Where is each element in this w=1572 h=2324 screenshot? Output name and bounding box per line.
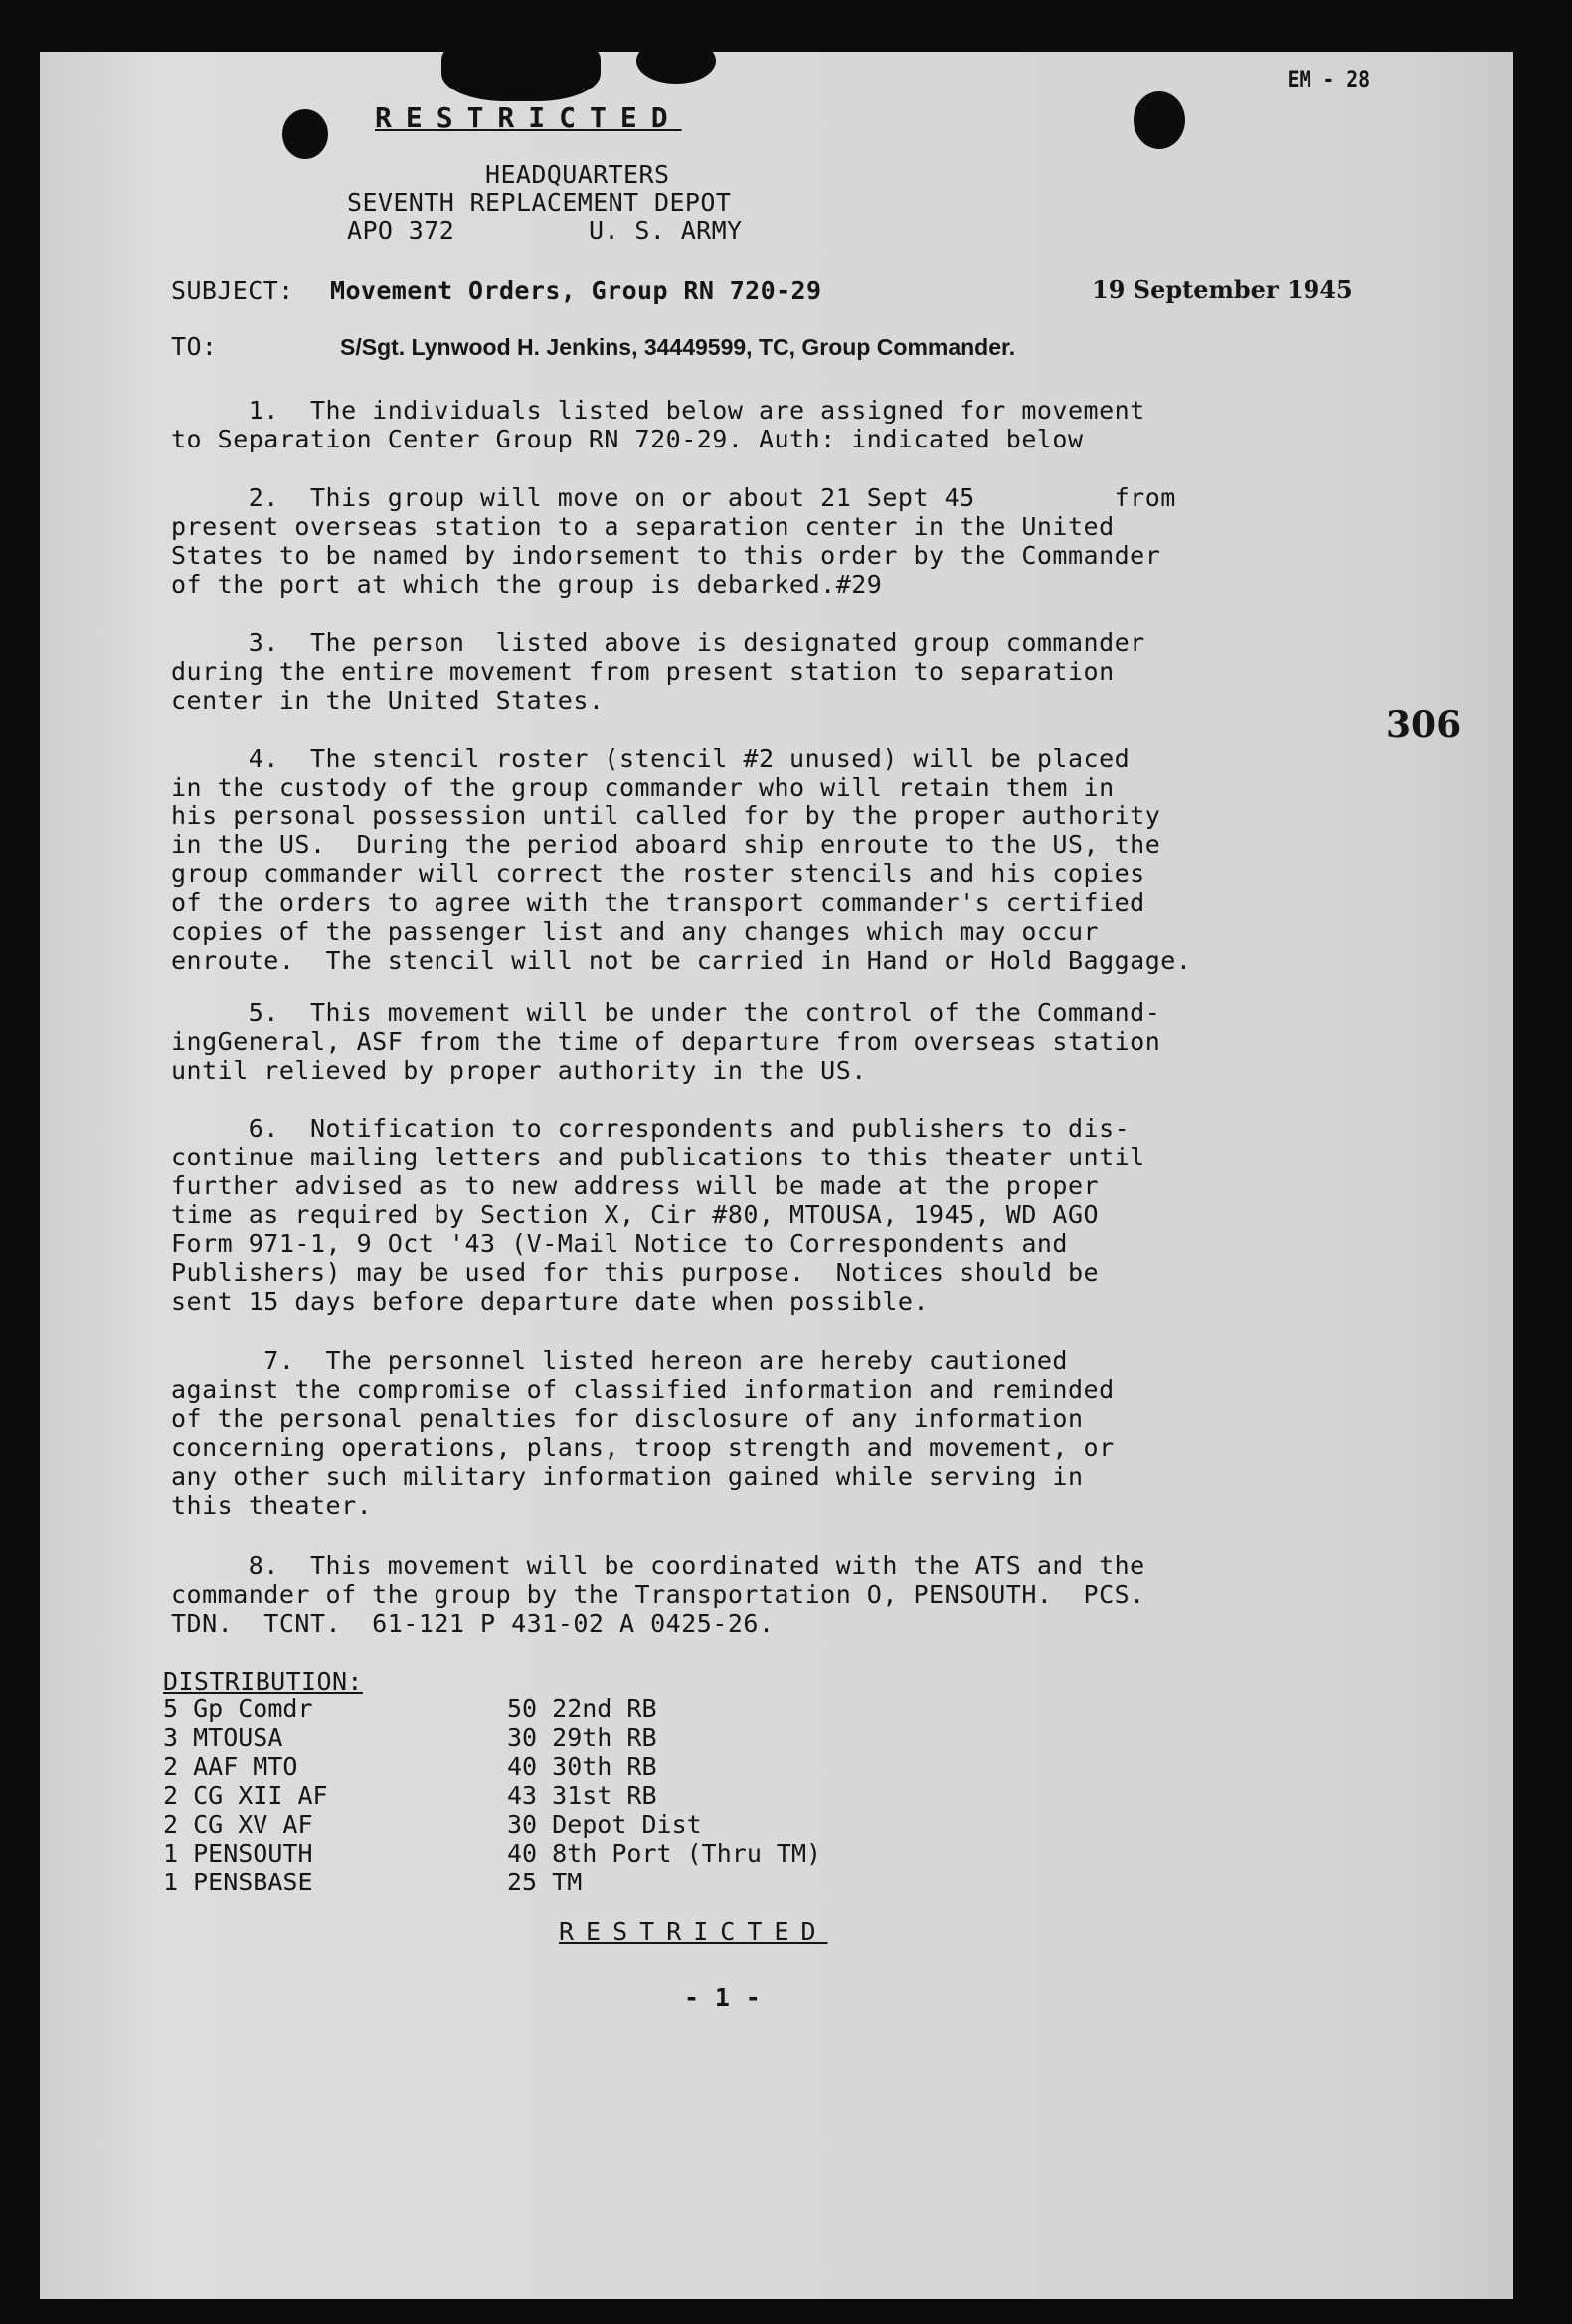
classification-footer: RESTRICTED xyxy=(559,1917,828,1946)
paragraph-8: 8. This movement will be coordinated with the ATS and the commander of the group by the Transportation O, PENSOUTH. PCS. TDN. TCNT. 61-121 P 431-02 A 0425-26. xyxy=(171,1551,1145,1638)
distribution-item: 25 TM xyxy=(507,1868,583,1896)
header-line-3-right: U. S. ARMY xyxy=(589,216,743,245)
document-page xyxy=(40,52,1513,2299)
page-number: - 1 - xyxy=(684,1983,762,2012)
distribution-item: 1 PENSBASE xyxy=(163,1868,313,1896)
distribution-item: 5 Gp Comdr xyxy=(163,1695,313,1723)
subject-label: SUBJECT: xyxy=(171,276,294,305)
distribution-item: 40 8th Port (Thru TM) xyxy=(507,1839,822,1868)
paragraph-1: 1. The individuals listed below are assigned for movement to Separation Center Group RN 720-29. Auth: indicated below xyxy=(171,396,1145,453)
distribution-item: 50 22nd RB xyxy=(507,1695,657,1723)
page-side-number: 306 xyxy=(1386,704,1462,746)
punch-hole-torn-center xyxy=(441,32,601,101)
header-line-2: SEVENTH REPLACEMENT DEPOT xyxy=(347,188,732,217)
header-line-3-left: APO 372 xyxy=(347,216,455,245)
distribution-item: 43 31st RB xyxy=(507,1781,657,1810)
distribution-item: 30 Depot Dist xyxy=(507,1810,702,1839)
to-text: S/Sgt. Lynwood H. Jenkins, 34449599, TC, Group Commander. xyxy=(340,334,1016,360)
distribution-item: 30 29th RB xyxy=(507,1723,657,1752)
distribution-item: 2 CG XV AF xyxy=(163,1810,313,1839)
to-label: TO: xyxy=(171,332,218,361)
distribution-item: 2 CG XII AF xyxy=(163,1781,328,1810)
distribution-item: 40 30th RB xyxy=(507,1752,657,1781)
date: 19 September 1945 xyxy=(1092,275,1353,304)
doc-number: EM - 28 xyxy=(1287,68,1371,92)
punch-hole-center xyxy=(636,38,716,84)
paragraph-6: 6. Notification to correspondents and publishers to dis- continue mailing letters and publications to this theater until further advised as to new address will be made at the proper time as required by Section X, Cir #80, MTOUSA, 1945, WD AGO Form 971-1, 9 Oct '43 (V-Mail Notice to Correspondents and Publishers) may be used for this purpose. Notices should be sent 15 days before departure date when possible. xyxy=(171,1114,1145,1316)
distribution-item: 3 MTOUSA xyxy=(163,1723,283,1752)
paragraph-3: 3. The person listed above is designated group commander during the entire movement from present station to separation center in the United States. xyxy=(171,628,1145,715)
classification-header: RESTRICTED xyxy=(375,101,682,134)
paragraph-7: 7. The personnel listed hereon are hereby cautioned against the compromise of classified information and reminded of the personal penalties for disclosure of any information concerning operations, plans, troop strength and movement, or any other such military information gained while serving in this theater. xyxy=(171,1346,1115,1520)
distribution-item: 1 PENSOUTH xyxy=(163,1839,313,1868)
distribution-item: 2 AAF MTO xyxy=(163,1752,298,1781)
subject-text: Movement Orders, Group RN 720-29 xyxy=(330,276,822,305)
paragraph-5: 5. This movement will be under the control of the Command- ingGeneral, ASF from the time of departure from overseas station until relieved by proper authority in the US. xyxy=(171,998,1161,1085)
punch-hole-left xyxy=(282,109,328,159)
paragraph-2: 2. This group will move on or about 21 Sept 45 from present overseas station to a separation center in the United States to be named by indorsement to this order by the Commander of the port at which the group is debarked.#29 xyxy=(171,483,1176,599)
distribution-label: DISTRIBUTION: xyxy=(163,1667,363,1696)
punch-hole-right xyxy=(1134,91,1185,149)
paragraph-4: 4. The stencil roster (stencil #2 unused) will be placed in the custody of the group commander who will retain them in his personal possession until called for by the proper authority in the US. During the period aboard ship enroute to the US, the group commander will correct the roster stencils and his copies of the orders to agree with the transport commander's certified copies of the passenger list and any changes which may occur enroute. The stencil will not be carried in Hand or Hold Baggage. xyxy=(171,744,1192,975)
header-line-1: HEADQUARTERS xyxy=(485,160,670,189)
